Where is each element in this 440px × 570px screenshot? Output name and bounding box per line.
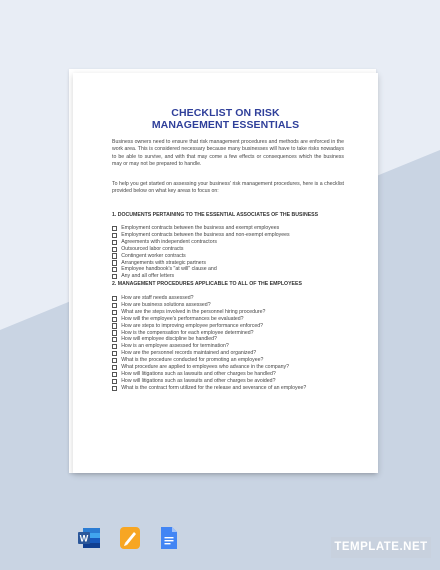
checklist-item (112, 371, 306, 378)
checkbox-icon[interactable] (112, 379, 117, 384)
intro-paragraph: Business owners need to ensure that risk management procedures and methods are enforced in the work area. This is considered necessary because many businesses will have to take risks nowadays to be able to survive, and with that may come a few effects or consequences which the business may or may not be prepared to handle. (112, 139, 344, 168)
checklist-item-label: What is the procedure conducted for promoting an employee? (121, 357, 264, 364)
checklist-item-label: Contingent worker contracts (121, 252, 186, 259)
checklist-item (112, 309, 306, 316)
checklist-item (112, 232, 290, 239)
checklist-item-label: How will litigations such as lawsuits and other charges be avoided? (121, 377, 276, 384)
checklist-item-label: Employment contracts between the business and non-exempt employees (121, 231, 290, 238)
checklist-item-label: How are staff needs assessed? (121, 295, 194, 301)
checklist-item (112, 378, 306, 385)
checklist-item (112, 343, 306, 350)
checklist-item (112, 336, 306, 343)
document-title (73, 107, 378, 131)
checkbox-icon[interactable] (112, 260, 117, 265)
section1-checklist (112, 225, 290, 280)
checkbox-icon[interactable] (112, 296, 117, 301)
checklist-item (112, 260, 290, 267)
checklist-item-label: How will the employee's performances be evaluated? (121, 315, 244, 322)
checklist-item-label: Outsourced labor contracts (121, 245, 184, 252)
intro-paragraph-2: To help you get started on assessing your business' risk management procedures, here is a checklist provided below on what key areas to focus on: (112, 181, 344, 195)
checklist-item-label: How is the compensation for each employee determined? (121, 329, 254, 336)
checklist-item (112, 364, 306, 371)
section2-checklist (112, 295, 306, 392)
checkbox-icon[interactable] (112, 317, 117, 322)
checklist-item (112, 323, 306, 330)
checklist-item (112, 266, 290, 273)
checkbox-icon[interactable] (112, 330, 117, 335)
document-title-line2: MANAGEMENT ESSENTIALS (151, 119, 300, 131)
checklist-item-label: How are the personnel records maintained and organized? (121, 350, 257, 357)
checklist-item-label: How are steps to improving employee performance enforced? (121, 322, 264, 329)
checkbox-icon[interactable] (112, 337, 117, 342)
checklist-item-label: What are the steps involved in the personnel hiring procedure? (121, 308, 266, 315)
checklist-item-label: How is an employee assessed for termination? (121, 343, 229, 350)
checklist-item-label: What procedure are applied to employees who advance in the company? (121, 364, 290, 371)
checkbox-icon[interactable] (112, 253, 117, 258)
checkbox-icon[interactable] (112, 240, 117, 245)
checklist-item (112, 295, 306, 302)
document-page (73, 73, 378, 473)
checklist-item-label: How are business solutions assessed? (121, 301, 211, 308)
checkbox-icon[interactable] (112, 247, 117, 252)
section1-heading: 1. DOCUMENTS PERTAINING TO THE ESSENTIAL ASSOCIATES OF THE BUSINESS (112, 212, 319, 218)
apple-pages-icon[interactable] (119, 526, 141, 550)
checkbox-icon[interactable] (112, 351, 117, 356)
checklist-item-label: What is the contract form utilized for the release and severance of an employee? (121, 384, 307, 391)
section2-heading: 2. MANAGEMENT PROCEDURES APPLICABLE TO ALL OF THE EMPLOYEES (112, 281, 302, 287)
checklist-item-label: Employee handbook's "at will" clause and (121, 266, 217, 273)
checklist-item (112, 330, 306, 337)
checklist-item (112, 350, 306, 357)
checklist-item (112, 253, 290, 260)
checklist-item-label: Agreements with independent contractors (121, 238, 217, 245)
checkbox-icon[interactable] (112, 310, 117, 315)
checklist-item-label: How will employee discipline be handled? (121, 336, 217, 343)
checkbox-icon[interactable] (112, 226, 117, 231)
checklist-item (112, 273, 290, 280)
checkbox-icon[interactable] (112, 386, 117, 391)
checkbox-icon[interactable] (112, 344, 117, 349)
document-title-line1: CHECKLIST ON RISK (171, 107, 280, 119)
checkbox-icon[interactable] (112, 274, 117, 279)
checklist-item (112, 316, 306, 323)
checklist-item-label: Employment contracts between the business and exempt employees (121, 225, 280, 231)
checkbox-icon[interactable] (112, 267, 117, 272)
checklist-item (112, 302, 306, 309)
checkbox-icon[interactable] (112, 365, 117, 370)
checklist-item-label: Any and all offer letters (121, 273, 175, 280)
microsoft-word-icon[interactable] (77, 526, 101, 550)
svg-text:W: W (79, 533, 89, 544)
checkbox-icon[interactable] (112, 323, 117, 328)
checklist-item (112, 225, 290, 232)
checklist-item (112, 385, 306, 392)
checkbox-icon[interactable] (112, 303, 117, 308)
checklist-item (112, 357, 306, 364)
checklist-item-label: Arrangements with strategic partners (121, 259, 206, 266)
checklist-item (112, 246, 290, 253)
brand-badge[interactable]: TEMPLATE.NET (331, 537, 431, 558)
checklist-item-label: How will litigations such as lawsuits and other charges be handled? (121, 370, 276, 377)
checkbox-icon[interactable] (112, 372, 117, 377)
checkbox-icon[interactable] (112, 233, 117, 238)
google-docs-icon[interactable] (159, 526, 179, 551)
checkbox-icon[interactable] (112, 358, 117, 363)
checklist-item (112, 239, 290, 246)
